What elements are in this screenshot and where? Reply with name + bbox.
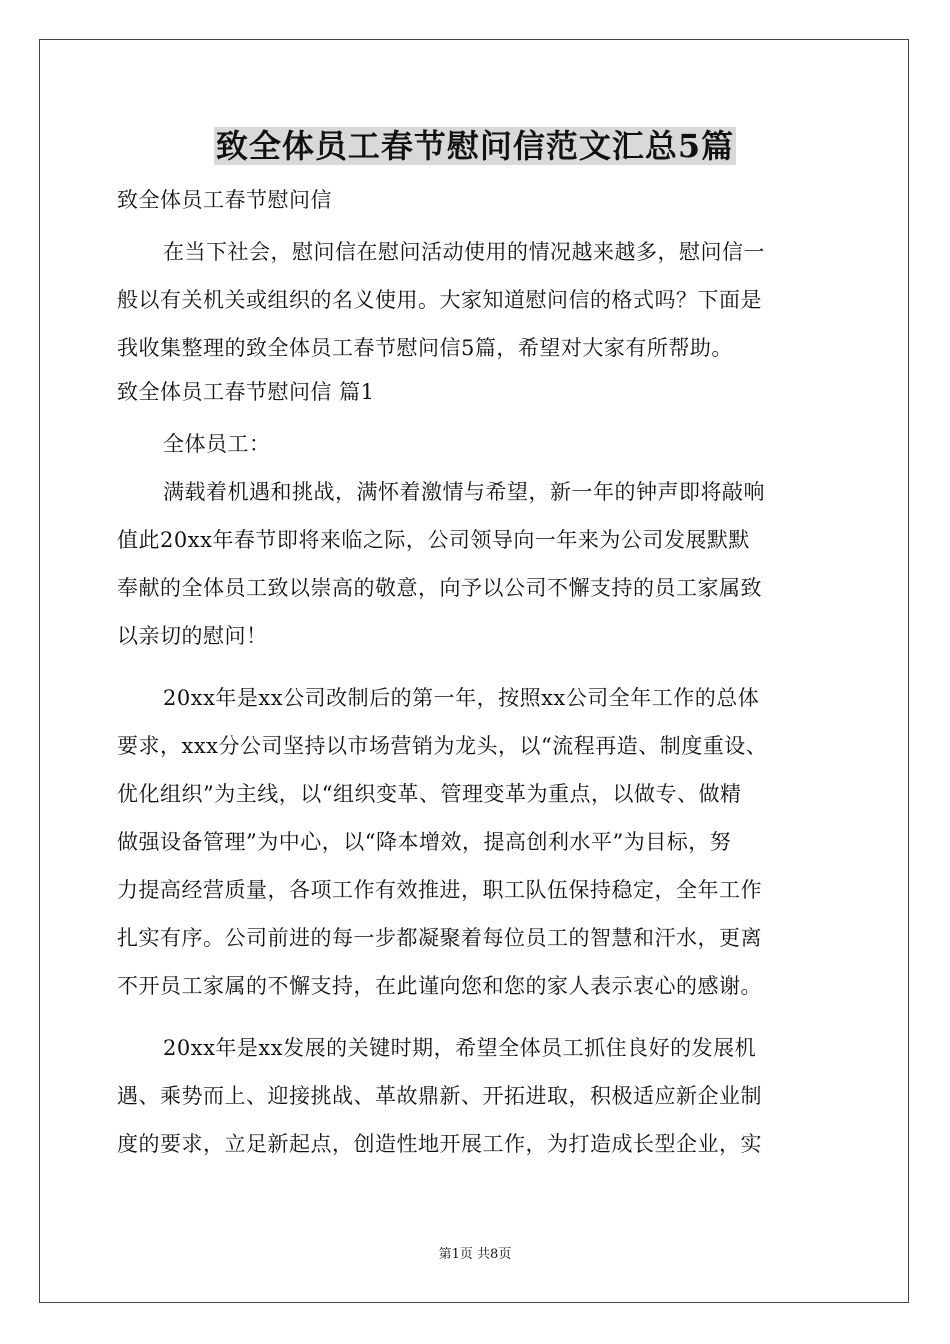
paragraph-line: 做强设备管理”为中心，以“降本增效，提高创利水平”为目标，努 <box>117 830 732 854</box>
paragraph-spacer <box>117 1010 847 1024</box>
paragraph-line: 遇、乘势而上、迎接挑战、革故鼎新、开拓进取，积极适应新企业制 <box>117 1084 762 1108</box>
paragraph-line: 扎实有序。公司前进的每一步都凝聚着每位员工的智慧和汗水，更离 <box>117 926 762 950</box>
paragraph-line: 不开员工家属的不懈支持，在此谨向您和您的家人表示衷心的感谢。 <box>117 974 762 998</box>
salutation: 全体员工： <box>163 432 271 456</box>
document-title <box>0 122 950 170</box>
document-body <box>117 180 847 1168</box>
body-paragraph-3 <box>117 1024 847 1168</box>
intro-paragraph <box>117 228 847 372</box>
paragraph-line: 力提高经营质量，各项工作有效推进，职工队伍保持稳定，全年工作 <box>117 878 762 902</box>
paragraph-line: 在当下社会，慰问信在慰问活动使用的情况越来越多，慰问信一 <box>163 240 765 264</box>
body-paragraph-2 <box>117 674 847 1010</box>
paragraph-line: 优化组织”为主线，以“组织变革、管理变革为重点，以做专、做精 <box>117 782 742 806</box>
paragraph-line: 要求，xxx分公司坚持以市场营销为龙头，以“流程再造、制度重设、 <box>117 734 768 758</box>
document-title-text: 致全体员工春节慰问信范文汇总5篇 <box>215 127 735 165</box>
paragraph-line: 满载着机遇和挑战，满怀着激情与希望，新一年的钟声即将敲响 <box>163 480 765 504</box>
paragraph-spacer <box>117 660 847 674</box>
paragraph-line: 以亲切的慰问！ <box>117 624 268 648</box>
paragraph-line: 度的要求，立足新起点，创造性地开展工作，为打造成长型企业，实 <box>117 1132 762 1156</box>
page-number: 第1页 共8页 <box>438 1247 512 1262</box>
paragraph-line: 奉献的全体员工致以崇高的敬意，向予以公司不懈支持的员工家属致 <box>117 576 762 600</box>
paragraph-line: 20xx年是xx发展的关键时期，希望全体员工抓住良好的发展机 <box>163 1036 757 1060</box>
body-paragraph-1 <box>117 468 847 660</box>
section-heading: 致全体员工春节慰问信 篇1 <box>117 380 375 404</box>
section-heading: 致全体员工春节慰问信 <box>117 188 332 212</box>
paragraph-line: 般以有关机关或组织的名义使用。大家知道慰问信的格式吗？下面是 <box>117 288 762 312</box>
paragraph-line: 值此20xx年春节即将来临之际，公司领导向一年来为公司发展默默 <box>117 528 750 552</box>
paragraph-line: 我收集整理的致全体员工春节慰问信5篇，希望对大家有所帮助。 <box>117 336 733 360</box>
paragraph-line: 20xx年是xx公司改制后的第一年，按照xx公司全年工作的总体 <box>163 686 760 710</box>
